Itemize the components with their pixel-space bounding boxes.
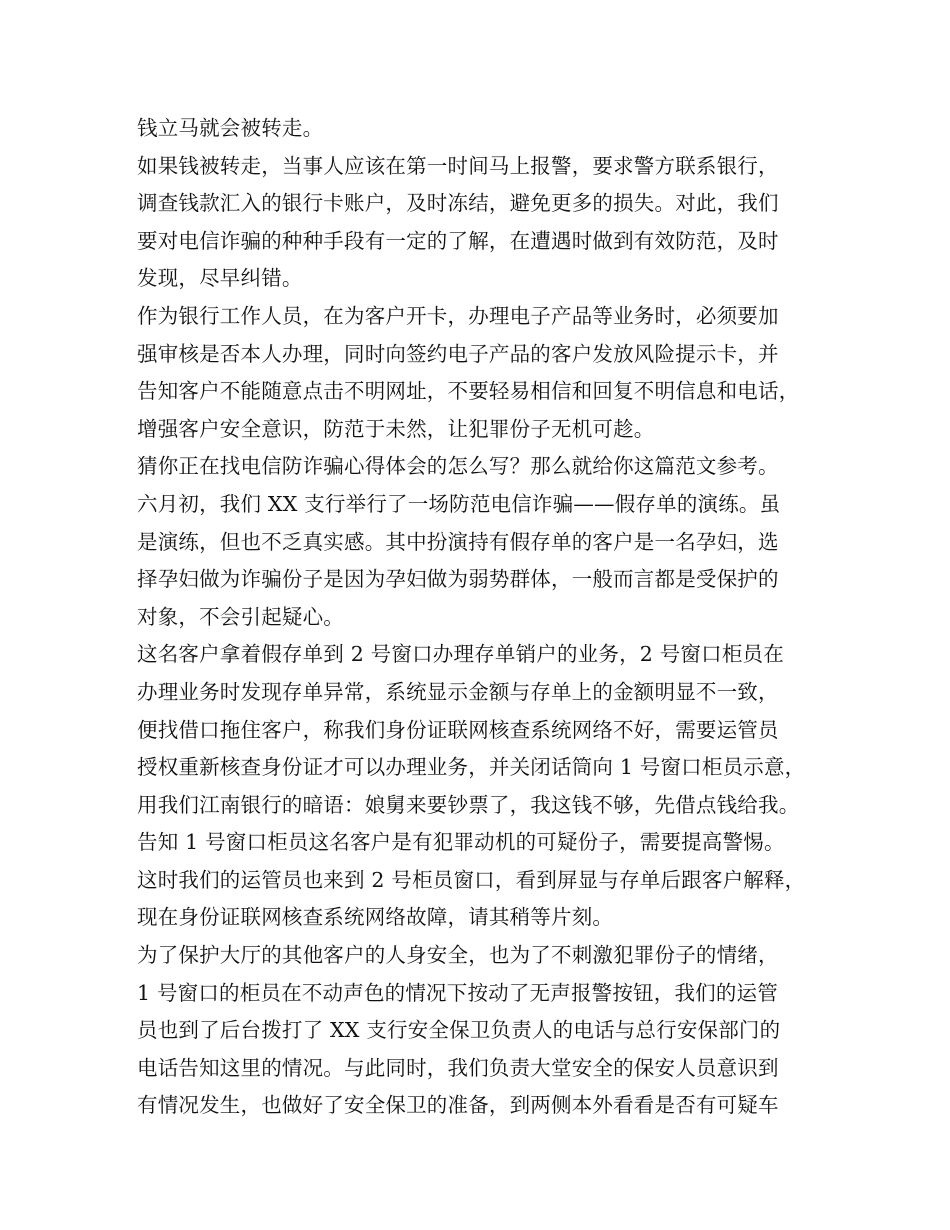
text-line: 调查钱款汇入的银行卡账户，及时冻结，避免更多的损失。对此，我们	[137, 191, 779, 216]
text-line: 现在身份证联网核查系统网络故障，请其稍等片刻。	[137, 905, 614, 930]
text-line: 电话告知这里的情况。与此同时，我们负责大堂安全的保安人员意识到	[137, 1055, 779, 1080]
text-line: 是演练，但也不乏真实感。其中扮演持有假存单的客户是一名孕妇，选	[137, 529, 779, 554]
text-line: 钱立马就会被转走。	[137, 116, 324, 140]
text-line: 对象，不会引起疑心。	[137, 604, 344, 629]
text-line: 发现，尽早纠错。	[137, 266, 303, 291]
text-line: 告知 1 号窗口柜员这名客户是有犯罪动机的可疑份子，需要提高警惕。	[137, 830, 785, 855]
text-line: 便找借口拖住客户，称我们身份证联网核查系统网络不好，需要运管员	[137, 717, 779, 742]
text-line: 办理业务时发现存单异常，系统显示金额与存单上的金额明显不一致，	[137, 679, 779, 704]
text-line: 授权重新核查身份证才可以办理业务，并关闭话筒向 1 号窗口柜员示意，	[137, 755, 806, 780]
text-line: 这名客户拿着假存单到 2 号窗口办理存单销户的业务，2 号窗口柜员在	[137, 642, 784, 667]
text-line: 员也到了后台拨打了 XX 支行安全保卫负责人的电话与总行安保部门的	[137, 1018, 781, 1043]
text-line: 择孕妇做为诈骗份子是因为孕妇做为弱势群体，一般而言都是受保护的	[137, 567, 779, 592]
text-line: 作为银行工作人员，在为客户开卡，办理电子产品等业务时，必须要加	[137, 303, 779, 328]
text-line: 告知客户不能随意点击不明网址，不要轻易相信和回复不明信息和电话，	[137, 379, 800, 404]
text-line: 强审核是否本人办理，同时向签约电子产品的客户发放风险提示卡，并	[137, 341, 779, 366]
text-line: 这时我们的运管员也来到 2 号柜员窗口，看到屏显与存单后跟客户解释，	[137, 867, 806, 892]
text-line: 用我们江南银行的暗语：娘舅来要钞票了，我这钱不够，先借点钱给我。	[137, 792, 800, 817]
text-line: 1 号窗口的柜员在不动声色的情况下按动了无声报警按钮，我们的运管	[137, 980, 778, 1005]
text-line: 要对电信诈骗的种种手段有一定的了解，在遭遇时做到有效防范，及时	[137, 228, 779, 253]
text-line: 如果钱被转走，当事人应该在第一时间马上报警，要求警方联系银行，	[137, 153, 779, 178]
text-line: 有情况发生，也做好了安全保卫的准备，到两侧本外看看是否有可疑车	[137, 1093, 779, 1118]
text-line: 猜你正在找电信防诈骗心得体会的怎么写？那么就给你这篇范文参考。	[137, 454, 779, 479]
text-line: 为了保护大厅的其他客户的人身安全，也为了不刺激犯罪份子的情绪，	[137, 943, 779, 968]
text-line: 增强客户安全意识，防范于未然，让犯罪份子无机可趁。	[137, 416, 655, 441]
text-line: 六月初，我们 XX 支行举行了一场防范电信诈骗——假存单的演练。虽	[137, 491, 781, 516]
body-text	[137, 110, 827, 1125]
